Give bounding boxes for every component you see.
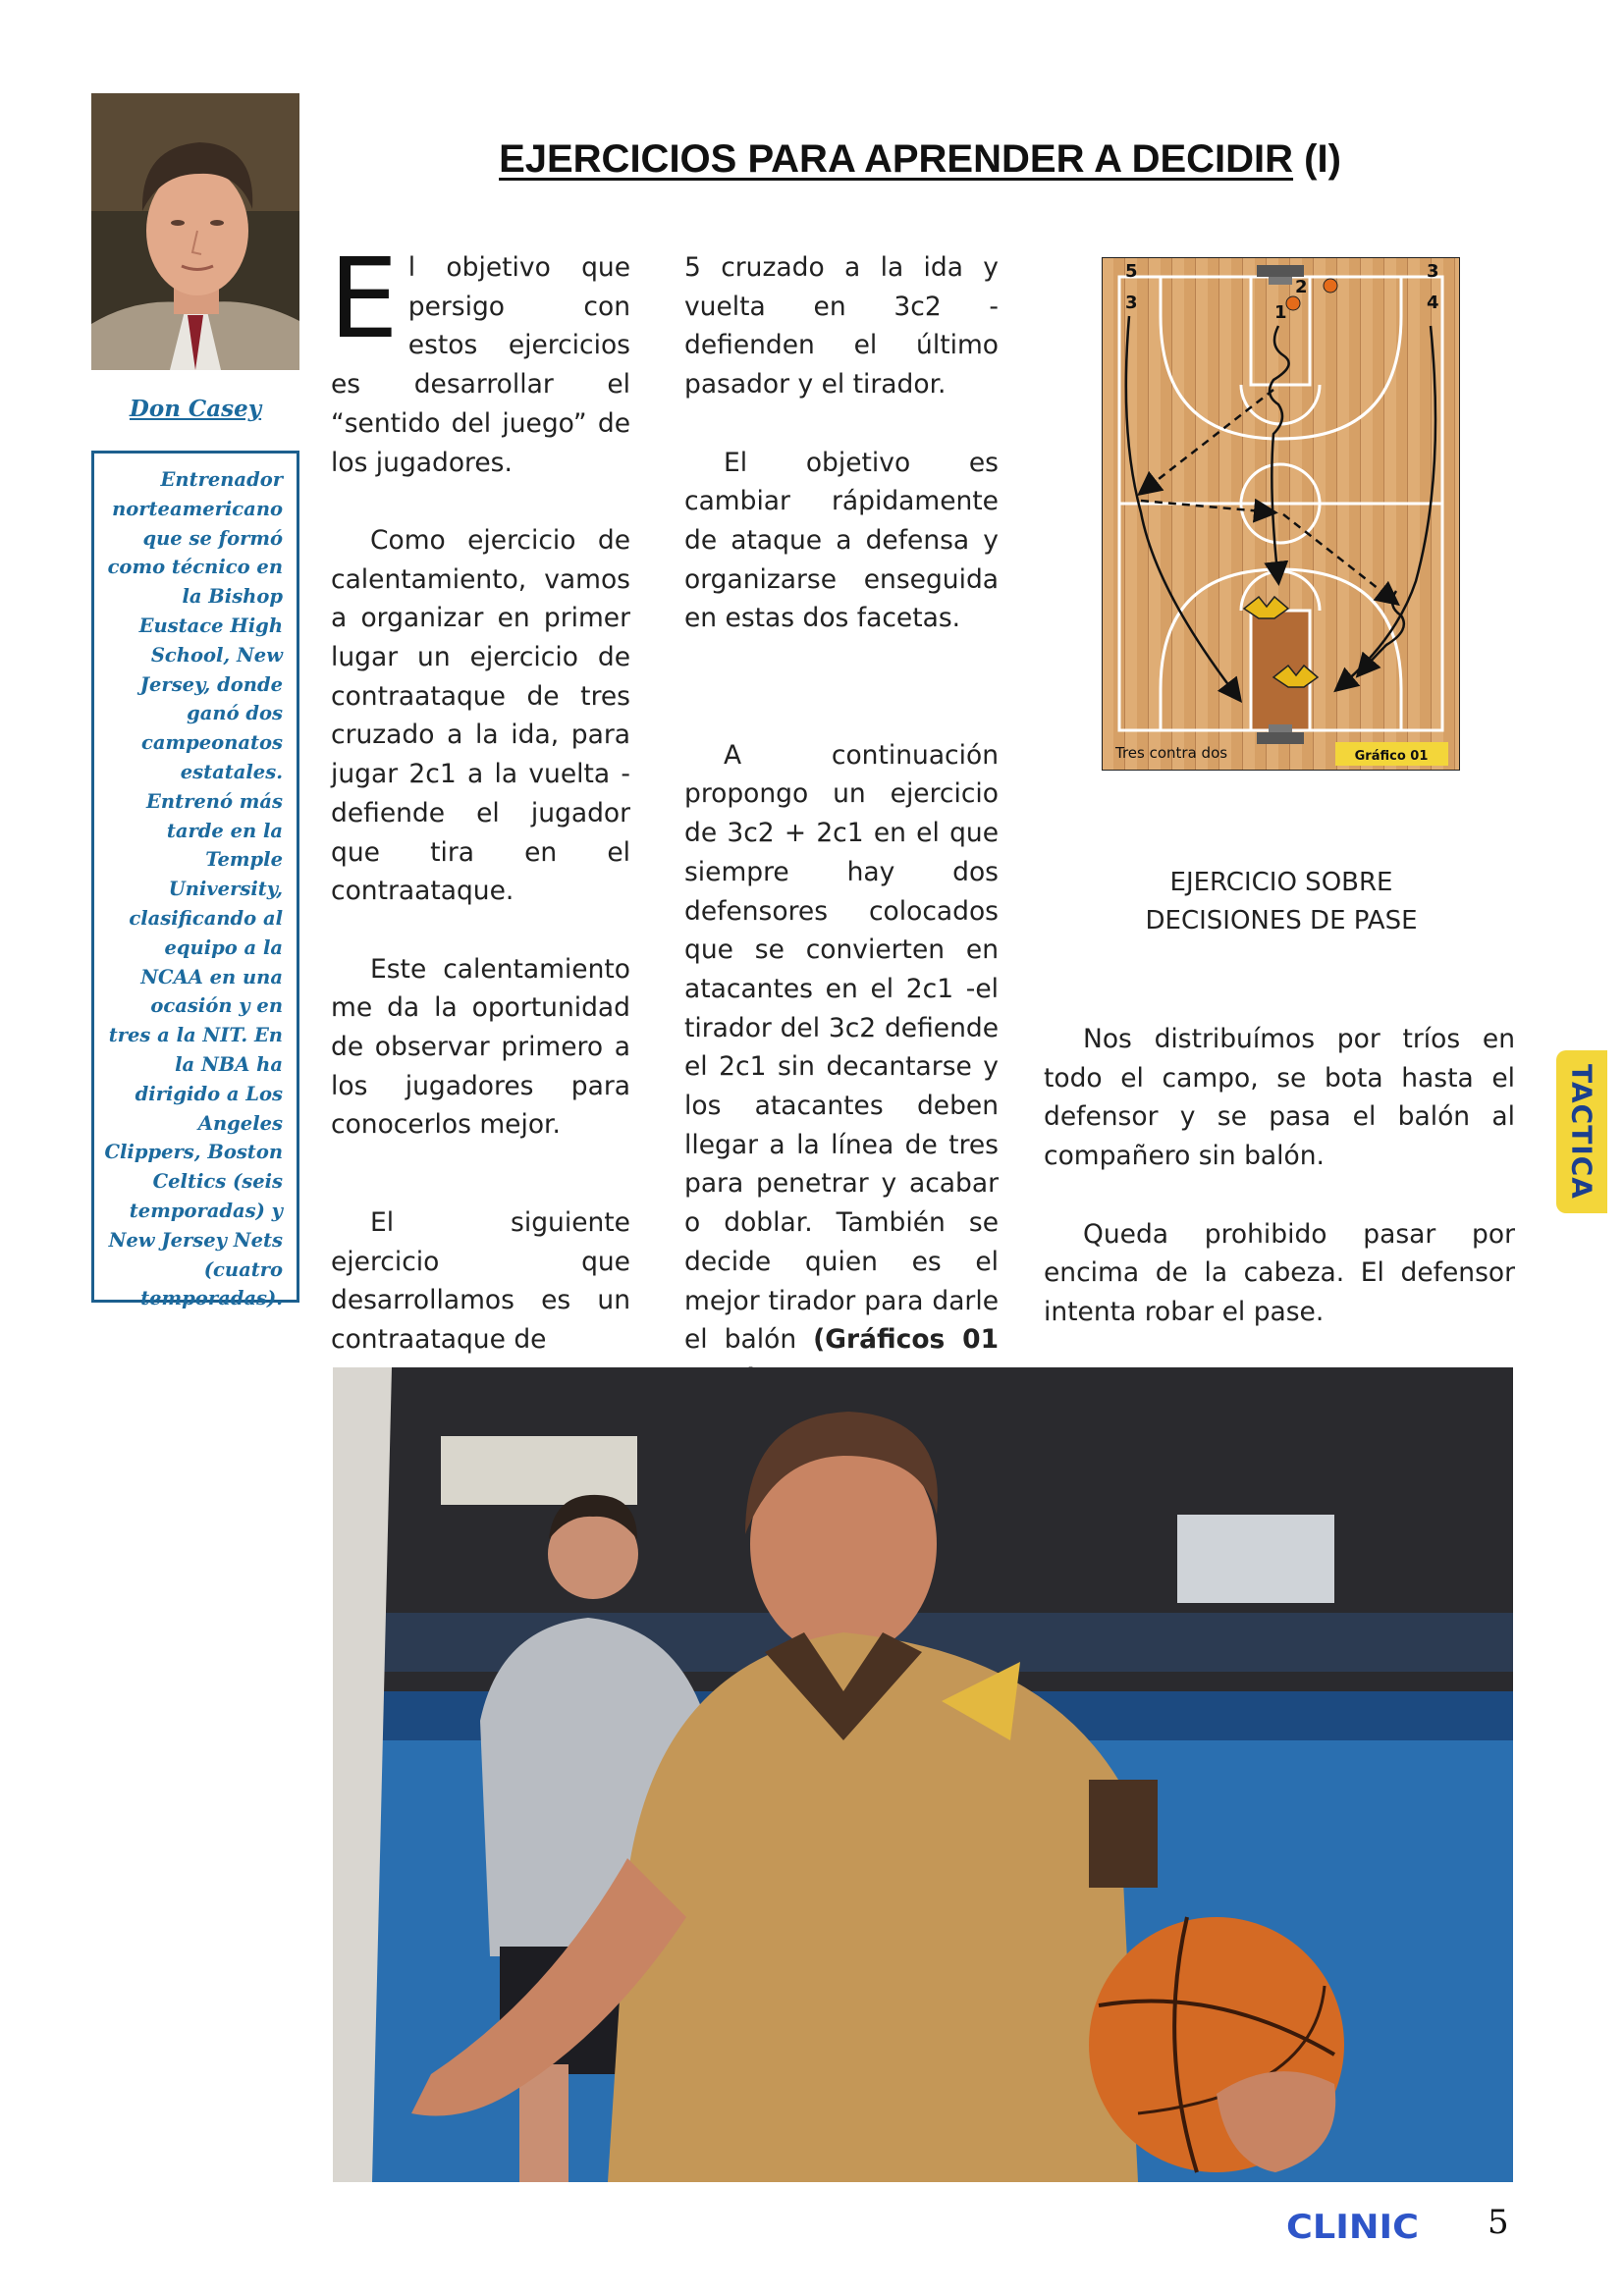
caption-line: EJERCICIO SOBRE [1169,868,1393,897]
paragraph: 5 cruzado a la ida y vuelta en 3c2 -defienden el último pasador y el tirador. [684,252,999,400]
magazine-logo [1286,2207,1419,2244]
player-label: 4 [1427,293,1439,313]
diagram-number: Gráfico 01 [1354,749,1429,764]
paragraph [684,736,999,1399]
coach-photo [333,1367,1513,2182]
paragraph-text: A continuación propongo un ejercicio de 3c2 + 2c1 en el que siempre hay dos defensores colocados que se convierten en atacantes en el 2c1 -el tirador del 3c2 defiende el 2c1 sin decantarse y los atacantes deben llegar a la línea de tres para penetrar y acabar o doblar. También se decide quien es el mejor tirador para darle el balón [684,739,999,1356]
paragraph-text: l objetivo que persigo con estos ejercicios es desarrollar el “sentido del juego” de los jugadores. [331,252,630,478]
page-number: 5 [1488,2203,1509,2242]
figure-reference: (Gráficos 01 [813,1324,1000,1356]
section-tab-label: TACTICA [1565,1064,1598,1200]
author-name: Don Casey [129,396,262,422]
text-column-2 [684,248,999,1399]
diagram-caption [1060,864,1502,940]
title-suffix: (I) [1293,137,1341,181]
text-column-1 [329,236,630,1360]
paragraph: Como ejercicio de calentamiento, vamos a organizar en primer lugar un ejercicio de contraataque de tres cruzado a la ida, para jugar 2c1 a la vuelta -defiende el jugador que tira en el contraataque. [331,524,630,907]
player-label: 1 [1274,302,1287,323]
title-main: EJERCICIOS PARA APRENDER A DECIDIR [499,137,1294,181]
court-diagram [1102,257,1460,771]
section-tab [1556,1050,1607,1213]
player-label: 5 [1125,261,1138,282]
paragraph: El siguiente ejercicio que desarrollamos es un contraataque de [331,1206,630,1355]
player-label: 3 [1427,261,1439,282]
diagram-title: Tres contra dos [1115,744,1228,762]
author-portrait [91,93,299,370]
caption-line: DECISIONES DE PASE [1145,906,1418,935]
paragraph: Queda prohibido pasar por encima de la cabeza. El defensor intenta robar el pase. [1044,1218,1515,1327]
paragraph: Nos distribuímos por tríos en todo el campo, se bota hasta el defensor y se pasa el balón al compañero sin balón. [1044,1024,1515,1172]
paragraph: Este calentamiento me da la oportunidad de observar primero a los jugadores para conocerlos mejor. [331,953,630,1141]
drop-cap: E [329,236,399,363]
svg-text:CLINIC: CLINIC [1286,2208,1419,2244]
article-title [334,137,1506,182]
paragraph: El objetivo es cambiar rápidamente de ataque a defensa y organizarse enseguida en estas dos facetas. [684,447,999,634]
player-label: 2 [1295,277,1308,297]
paragraph [329,236,630,482]
text-column-3 [1044,1020,1515,1332]
author-bio: Entrenador norteamericano que se formó como técnico en la Bishop Eustace High School, New Jersey, donde ganó dos campeonatos estatales. Entrenó más tarde en la Temple University, clasificando al equipo a la NCAA en una ocasión y en tres a la NIT. En la NBA ha dirigido a Los Angeles Clippers, Boston Celtics (seis temporadas) y New Jersey Nets (cuatro temporadas). [91,451,299,1303]
player-label: 3 [1125,293,1138,313]
